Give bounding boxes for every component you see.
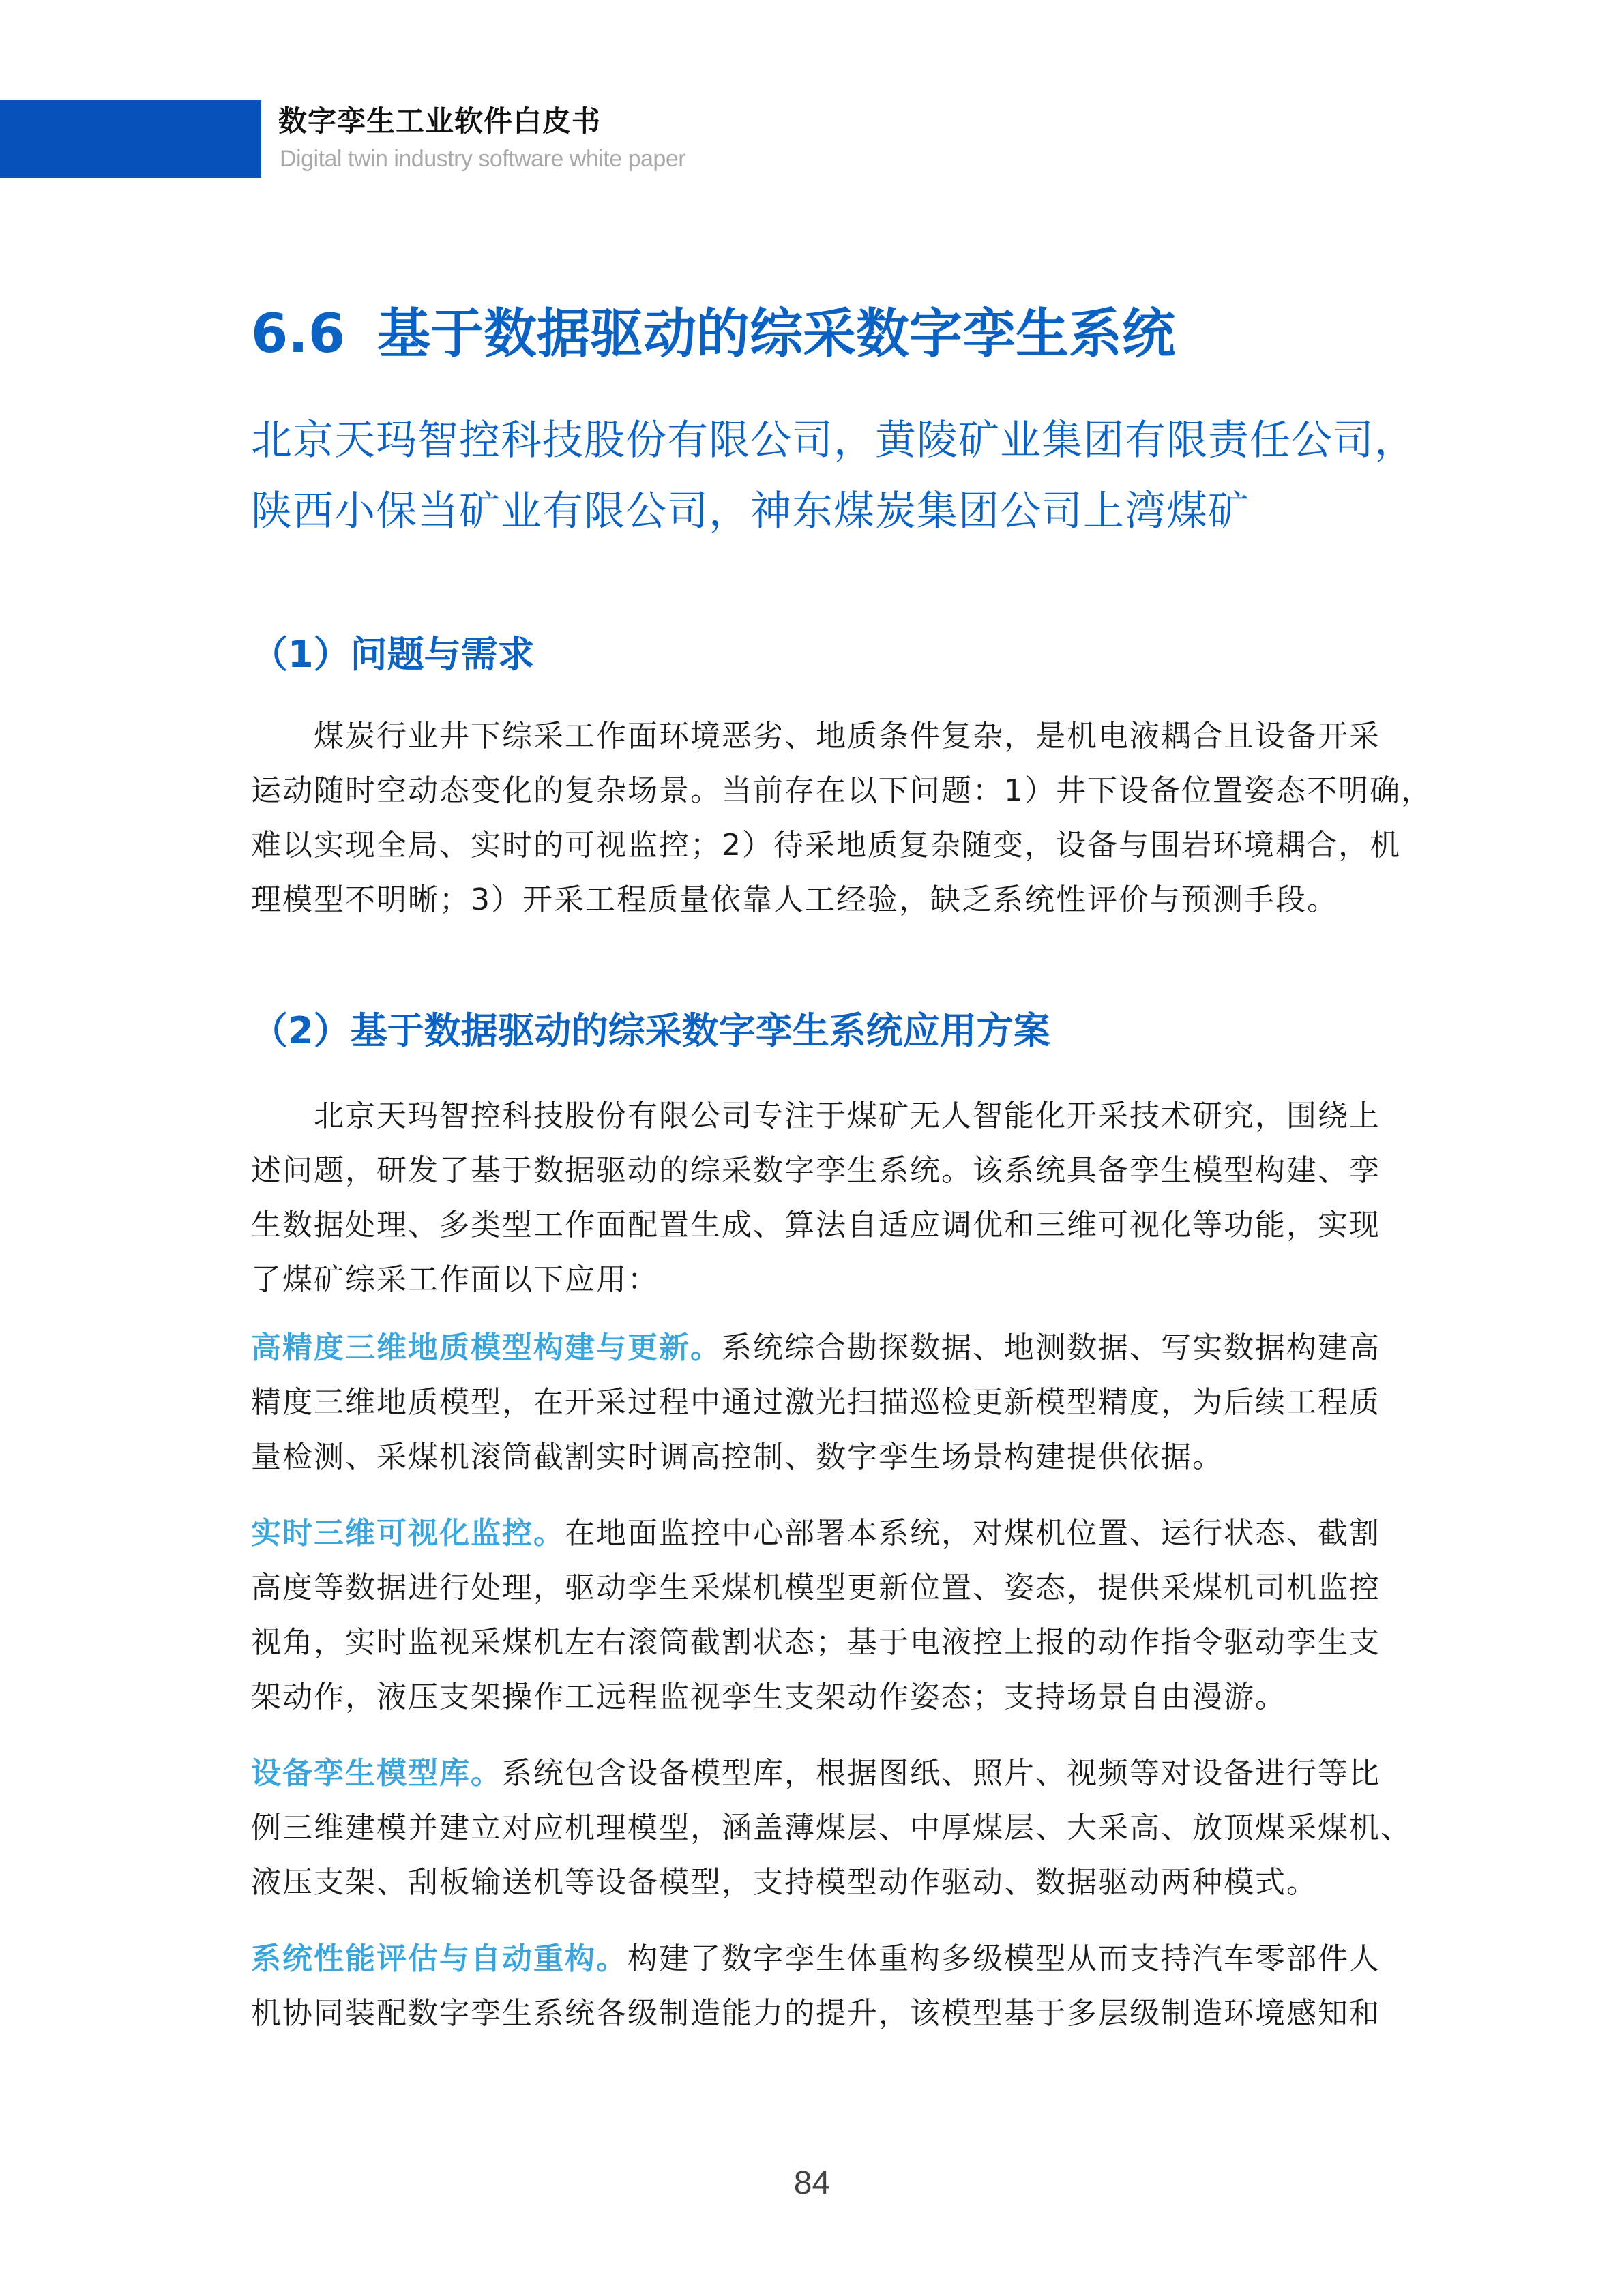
paragraph-realtime-monitoring bbox=[251, 1506, 1390, 1725]
paragraph-text: 构建了数字孪生体重构多级模型从而支持汽车零部件人 bbox=[628, 1941, 1381, 1976]
paragraph-line: 视角，实时监视采煤机左右滚筒截割状态；基于电液控上报的动作指令驱动孪生支 bbox=[251, 1625, 1381, 1660]
paragraph-line: 精度三维地质模型，在开采过程中通过激光扫描巡检更新模型精度，为后续工程质 bbox=[251, 1385, 1381, 1420]
header-color-bar bbox=[0, 100, 261, 178]
paragraph-line: 北京天玛智控科技股份有限公司专注于煤矿无人智能化开采技术研究，围绕上 bbox=[314, 1099, 1381, 1133]
paragraph-problems bbox=[251, 709, 1432, 927]
paragraph-line bbox=[251, 1932, 1390, 1986]
paragraph-line: 量检测、采煤机滚筒截割实时调高控制、数字孪生场景构建提供依据。 bbox=[251, 1440, 1224, 1474]
authors-line: 陕西小保当矿业有限公司，神东煤炭集团公司上湾煤矿 bbox=[251, 488, 1250, 535]
paragraph-line: 难以实现全局、实时的可视监控；2）待采地质复杂随变，设备与围岩环境耦合，机 bbox=[251, 828, 1401, 863]
paragraph-line: 机协同装配数字孪生系统各级制造能力的提升，该模型基于多层级制造环境感知和 bbox=[251, 1996, 1381, 2031]
paragraph-text: 系统包含设备模型库，根据图纸、照片、视频等对设备进行等比 bbox=[502, 1756, 1381, 1791]
paragraph-line: 了煤矿综采工作面以下应用： bbox=[251, 1262, 659, 1297]
paragraph-line: 理模型不明晰；3）开采工程质量依靠人工经验，缺乏系统性评价与预测手段。 bbox=[251, 882, 1338, 917]
paragraph-geology-model bbox=[251, 1321, 1390, 1485]
page-number: 84 bbox=[793, 2165, 831, 2201]
paragraph-line: 生数据处理、多类型工作面配置生成、算法自适应调优和三维可视化等功能，实现 bbox=[251, 1208, 1381, 1242]
section-authors bbox=[251, 405, 1416, 547]
paragraph-solution-intro bbox=[251, 1089, 1390, 1307]
section-title bbox=[251, 299, 1175, 370]
paragraph-lead-in: 设备孪生模型库。 bbox=[251, 1756, 502, 1791]
subsection-heading-problems: （1）问题与需求 bbox=[251, 633, 535, 676]
paragraph-line: 述问题，研发了基于数据驱动的综采数字孪生系统。该系统具备孪生模型构建、孪 bbox=[251, 1153, 1381, 1188]
running-header-subtitle: Digital twin industry software white paper bbox=[280, 146, 686, 172]
paragraph-line bbox=[251, 1321, 1390, 1375]
paragraph-line: 液压支架、刮板输送机等设备模型，支持模型动作驱动、数据驱动两种模式。 bbox=[251, 1865, 1318, 1900]
paragraph-line: 运动随时空动态变化的复杂场景。当前存在以下问题：1）井下设备位置姿态不明确， bbox=[251, 773, 1432, 808]
subsection-heading-solution: （2）基于数据驱动的综采数字孪生系统应用方案 bbox=[251, 1009, 1050, 1052]
paragraph-lead-in: 高精度三维地质模型构建与更新。 bbox=[251, 1330, 722, 1365]
paragraph-line bbox=[251, 1746, 1390, 1801]
authors-line: 北京天玛智控科技股份有限公司，黄陵矿业集团有限责任公司， bbox=[251, 417, 1416, 464]
paragraph-line bbox=[251, 1506, 1390, 1561]
paragraph-line: 例三维建模并建立对应机理模型，涵盖薄煤层、中厚煤层、大采高、放顶煤采煤机、 bbox=[251, 1810, 1412, 1845]
paragraph-line: 煤炭行业井下综采工作面环境恶劣、地质条件复杂，是机电液耦合且设备开采 bbox=[314, 719, 1381, 754]
paragraph-performance-evaluation bbox=[251, 1932, 1390, 2041]
paragraph-lead-in: 系统性能评估与自动重构。 bbox=[251, 1941, 628, 1976]
paragraph-lead-in: 实时三维可视化监控。 bbox=[251, 1516, 565, 1551]
section-number: 6.6 bbox=[251, 303, 346, 365]
running-header-title: 数字孪生工业软件白皮书 bbox=[278, 104, 602, 138]
paragraph-line: 架动作，液压支架操作工远程监视孪生支架动作姿态；支持场景自由漫游。 bbox=[251, 1680, 1286, 1714]
paragraph-equipment-library bbox=[251, 1746, 1412, 1910]
paragraph-text: 系统综合勘探数据、地测数据、写实数据构建高 bbox=[722, 1330, 1381, 1365]
section-title-text: 基于数据驱动的综采数字孪生系统 bbox=[377, 303, 1176, 365]
paragraph-text: 在地面监控中心部署本系统，对煤机位置、运行状态、截割 bbox=[565, 1516, 1381, 1551]
paragraph-line: 高度等数据进行处理，驱动孪生采煤机模型更新位置、姿态，提供采煤机司机监控 bbox=[251, 1570, 1381, 1605]
